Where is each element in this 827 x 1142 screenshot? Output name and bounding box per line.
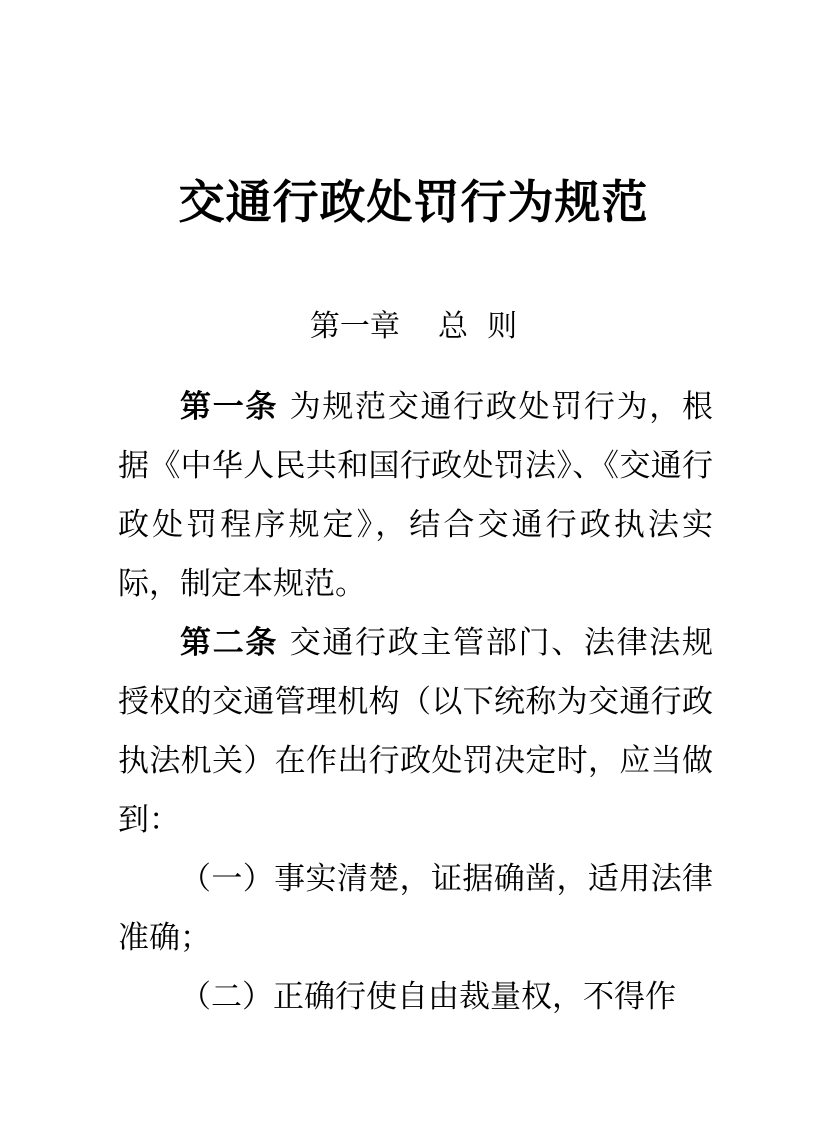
document-title: 交通行政处罚行为规范 [178, 175, 649, 229]
list-item: （二）正确行使自由裁量权，不得作 [180, 979, 676, 1015]
document-body [118, 378, 713, 1027]
article-paragraph [118, 378, 713, 614]
article-paragraph [118, 614, 713, 850]
chapter-heading: 第一章 总 则 [309, 309, 518, 344]
article-label: 第二条 [180, 625, 279, 661]
article-text: 为规范交通行政处罚行为，根据《中华人民共和国行政处罚法》、《交通行政处罚程序规定》，结合交通行政执法实际，制定本规范。 [118, 389, 713, 602]
article-label: 第一条 [180, 389, 279, 425]
list-item: （一）事实清楚，证据确凿，适用法律准确； [118, 861, 713, 956]
article-text: 交通行政主管部门、法律法规授权的交通管理机构（以下统称为交通行政执法机关）在作出行政处罚决定时，应当做到： [118, 625, 713, 838]
